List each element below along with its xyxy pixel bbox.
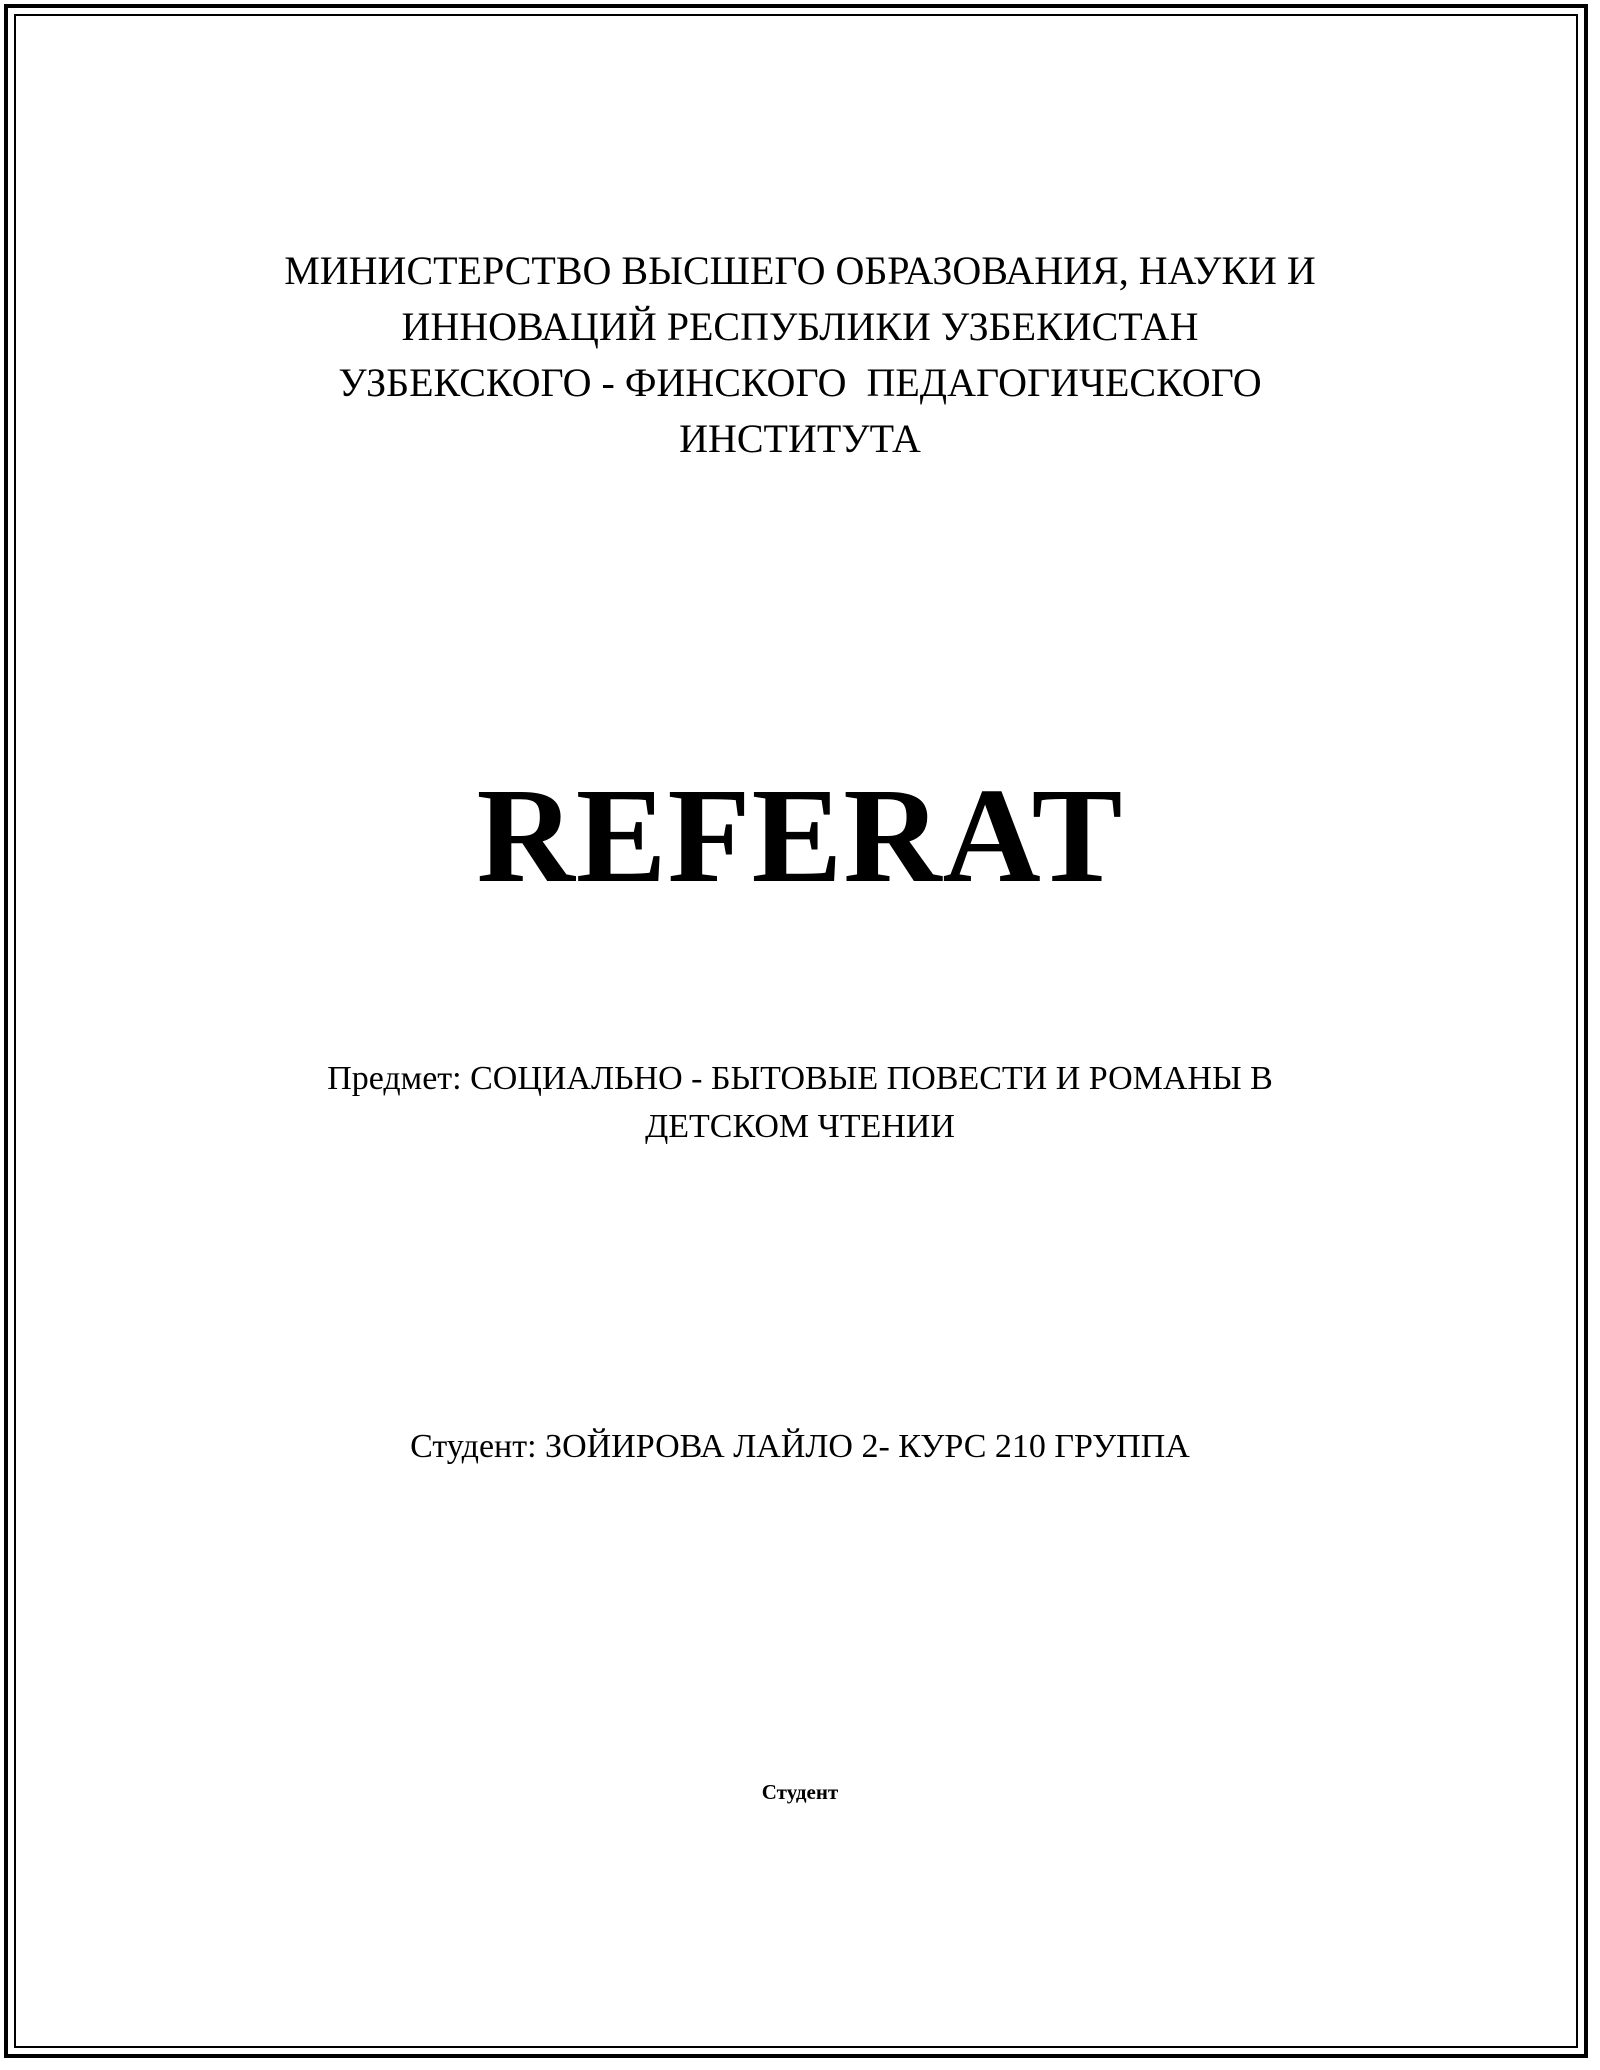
- subject-line-1: Предмет: СОЦИАЛЬНО - БЫТОВЫЕ ПОВЕСТИ И РОМАНЫ В: [327, 1060, 1273, 1097]
- ministry-line-2: ИННОВАЦИЙ РЕСПУБЛИКИ УЗБЕКИСТАН: [401, 304, 1199, 349]
- ministry-header: [0, 243, 1600, 467]
- subject: [0, 1055, 1600, 1151]
- ministry-line-3: УЗБЕКСКОГО - ФИНСКОГО ПЕДАГОГИЧЕСКОГО: [338, 360, 1262, 405]
- ministry-line-4: ИНСТИТУТА: [679, 416, 921, 461]
- ministry-line-1: МИНИСТЕРСТВО ВЫСШЕГО ОБРАЗОВАНИЯ, НАУКИ И: [284, 248, 1316, 293]
- footer-student-label: Студент: [761, 1780, 839, 1804]
- subject-line-2: ДЕТСКОМ ЧТЕНИИ: [645, 1108, 955, 1145]
- document-title: REFERAT: [476, 761, 1124, 911]
- student-info: Студент: ЗОЙИРОВА ЛАЙЛО 2- КУРС 210 ГРУППА: [410, 1428, 1190, 1465]
